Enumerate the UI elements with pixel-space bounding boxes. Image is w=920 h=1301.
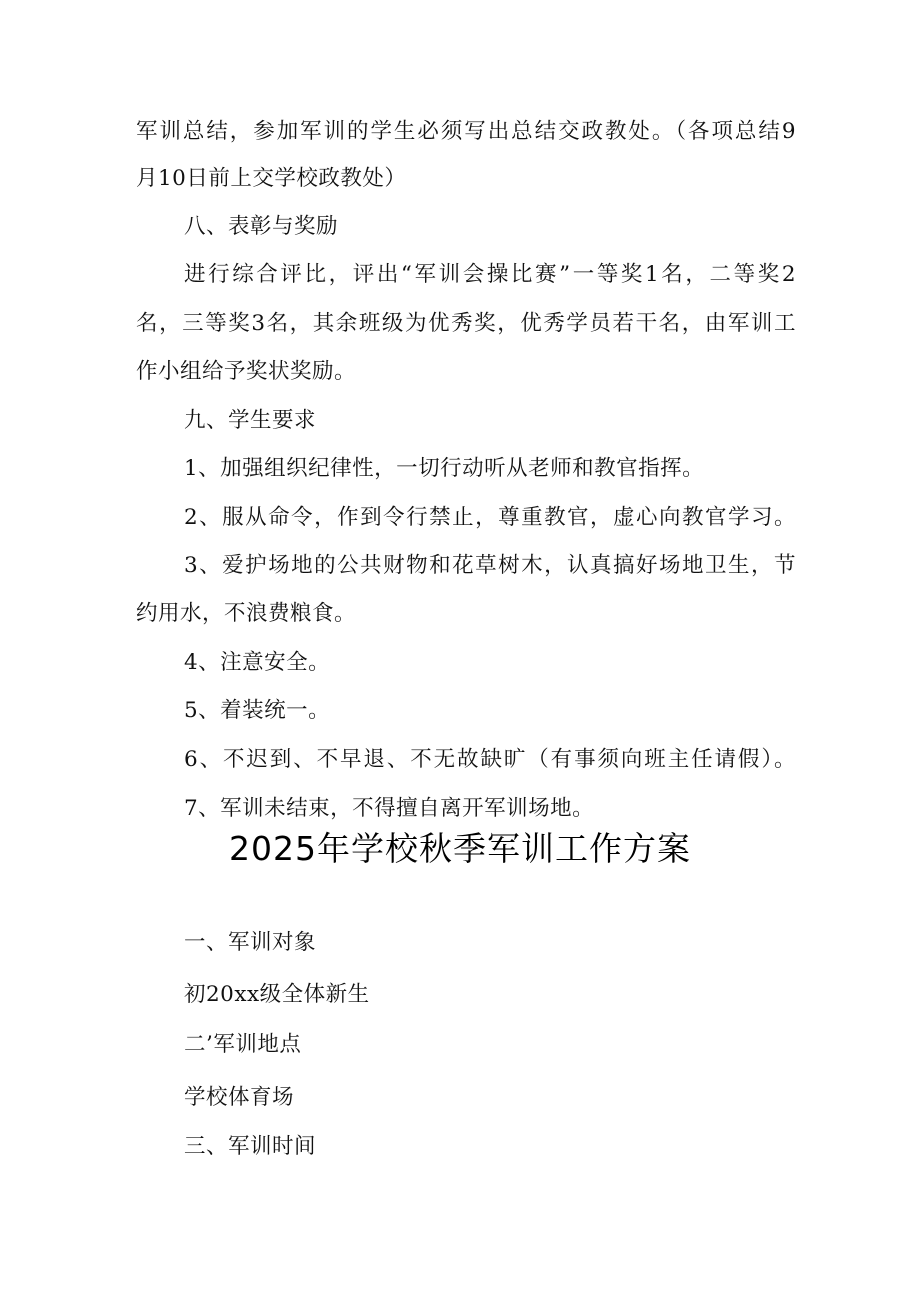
requirement-item-5: 5、着装统一。 — [184, 698, 331, 723]
section-two-value: 学校体育场 — [184, 1085, 295, 1110]
paragraph-summary-line-1: 军训总结，参加军训的学生必须写出总结交政教处。（各项总结9 — [136, 119, 796, 144]
section-heading-nine: 九、学生要求 — [184, 408, 317, 433]
section-heading-two: 二’军训地点 — [184, 1032, 302, 1057]
section-heading-three: 三、军训时间 — [184, 1134, 317, 1159]
requirement-item-2: 2、服从命令，作到令行禁止，尊重教官，虚心向教官学习。 — [184, 505, 796, 530]
section-one-value: 初20xx级全体新生 — [184, 982, 370, 1007]
paragraph-award-line-3: 作小组给予奖状奖励。 — [136, 359, 357, 384]
section-heading-eight: 八、表彰与奖励 — [184, 214, 339, 239]
paragraph-award-line-1: 进行综合评比，评出“军训会操比赛”一等奖1名，二等奖2 — [184, 262, 796, 287]
requirement-item-7: 7、军训未结束，不得擅自离开军训场地。 — [184, 796, 595, 821]
requirement-item-6: 6、不迟到、不早退、不无故缺旷（有事须向班主任请假）。 — [184, 747, 796, 772]
requirement-item-3-line-2: 约用水，不浪费粮食。 — [136, 601, 357, 626]
paragraph-summary-line-2: 月10日前上交学校政教处） — [136, 166, 407, 191]
document-title: 2025年学校秋季军训工作方案 — [229, 829, 691, 868]
section-heading-one: 一、军训对象 — [184, 930, 317, 955]
requirement-item-1: 1、加强组织纪律性，一切行动听从老师和教官指挥。 — [184, 456, 705, 481]
paragraph-award-line-2: 名，三等奖3名，其余班级为优秀奖，优秀学员若干名，由军训工 — [136, 311, 796, 336]
requirement-item-3-line-1: 3、爱护场地的公共财物和花草树木，认真搞好场地卫生，节 — [184, 553, 796, 578]
requirement-item-4: 4、注意安全。 — [184, 650, 331, 675]
